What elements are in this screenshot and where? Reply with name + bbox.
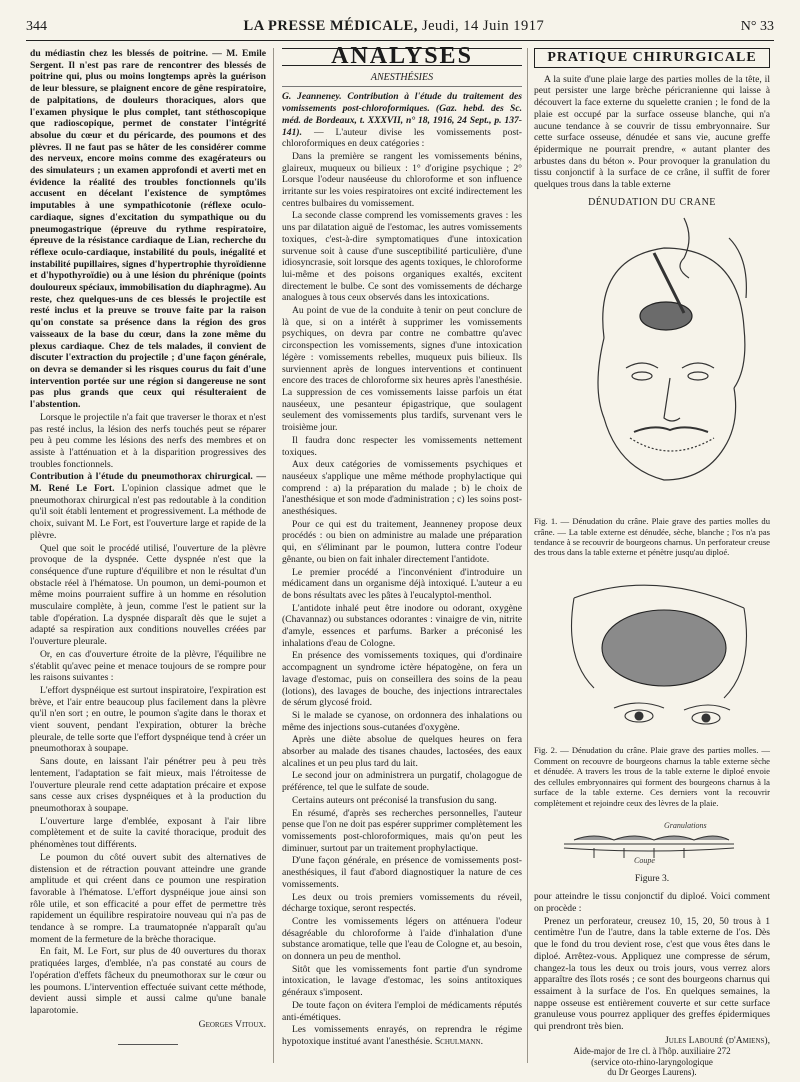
analysis-text: Contre les vomissements légers on atténuera l'odeur désagréable du chloroforme à l'aide d'inhalation d'une substance aromatique, telle que l'eau de Cologne et, au besoin, on donnera un peu de menthol.	[282, 915, 522, 963]
analysis-text: Certains auteurs ont préconisé la transfusion du sang.	[292, 794, 497, 806]
section-subtitle: ANESTHÉSIES	[282, 72, 522, 88]
analysis-text: Pour ce qui est du traitement, Jeanneney propose deux procédés : ou bien on administre au malade une préparation qui, en s'éliminant par le poumon, luttera contre l'odeur gênante, ou bien on fait inhaler directement l'antidote.	[282, 518, 522, 565]
analysis-text: Les vomissements enrayés, on reprendra le régime hypotoxique institué avant l'anesthésie. Schulmann.	[282, 1024, 522, 1047]
issue-date: Jeudi, 14 Juin 1917	[421, 18, 545, 34]
article-text: Or, en cas d'ouverture étroite de la plèvre, l'équilibre ne s'établit qu'avec peine et menace toujours de se rompre pour les raisons suivantes :	[30, 648, 266, 684]
analysis-text: D'une façon générale, en présence de vomissements post-anesthésiques, il faut d'abord diagnostiquer la nature de ces vomissements.	[282, 855, 522, 890]
page-number: 344	[26, 19, 47, 34]
analysis-text: En résumé, d'après ses recherches personnelles, l'auteur pense que l'on ne doit pas espérer supprimer complètement les vomissements post-chloroformiques, mais qu'on peut les diminuer, surtout par un traitement prophylactique.	[282, 807, 522, 854]
section-divider	[118, 1044, 178, 1045]
analysis-text: Les deux ou trois premiers vomissements du réveil, décharge toxique, seront respectés.	[282, 891, 522, 915]
issue-number: N° 33	[740, 19, 774, 34]
author-signature: Georges Vitoux.	[198, 1018, 266, 1030]
column-surgical-practice	[534, 48, 770, 1078]
author-affiliation	[534, 1046, 770, 1078]
analysis-text: Il faudra donc respecter les vomissements nettement toxiques.	[282, 434, 522, 458]
figure-3-cross-section	[534, 818, 770, 864]
analysis-text: La seconde classe comprend les vomissements graves : les uns par dilatation aiguë de l'estomac, les autres vomissements toxiques, c'est-à-dire symptomatiques d'une intoxication survenue soit à cause d'une susceptibilité particulière, d'une idiosyncrasie, soit lorsque des agents toxiques, le chloroforme lui-même et des poisons organiques exaltés, excitent directement le bulbe. Ce sont des vomissements de décharge analogues à tous ceux observés dans les intoxications.	[282, 210, 522, 304]
article-text: pour atteindre le tissu conjonctif du diploé. Voici comment on procède :	[534, 891, 770, 915]
section-title: ANALYSES	[282, 48, 522, 66]
analysis-text: Après une diète absolue de quelques heures on fera absorber au malade des tisanes chaudes, lactosées, des eaux alcalines et un peu plus tard du lait.	[282, 734, 522, 769]
article-intro: A la suite d'une plaie large des parties molles de la tête, il peut persister une large brèche péricranienne qui laisse à découvert la face externe du squelette cranien ; le fond de la plaie est occupé par la surface osseuse blanche, qui n'a aucune tendance à se couvrir de tissu embryonnaire. Sur cette surface osseuse, dénudée et sans vie, aucune greffe épidermique ne pourrait prendre, « autant planter des arbustes dans du béton ». Pour provoquer la granulation du tissu conjonctif à la surface de ce crâne, il suffit de forer quelques trous dans la table externe	[534, 73, 770, 191]
analysis-text: Au point de vue de la conduite à tenir on peut conclure de là que, si on a intérêt à supprimer les vomissements psychiques, on devra par contre ne combattre qu'avec circonspection les vomissements, signes d'une intoxication légère : vomissements rebelles, muqueux puis bilieux. Ils surviennent après de longues interventions et continuent encore des traces de chloroforme six heures après l'anesthésie. La suppression de ces vomissements laisse parfois un état nauséeux, une pesanteur épigastrique, que soulagent seulement des vomissements plus tardifs, survenant vers le troisième jour.	[282, 305, 522, 434]
section-title-box: PRATIQUE CHIRURGICALE	[534, 48, 770, 68]
analysis-text: De toute façon on évitera l'emploi de médicaments réputés anti-émétiques.	[282, 999, 522, 1023]
column-society-reports	[30, 48, 266, 1068]
analysis-text: Si le malade se cyanose, on ordonnera des inhalations ou même des injections sous-cutanées d'oxygène.	[282, 709, 522, 733]
article-heading-pneumothorax: Contribution à l'étude du pneumothorax chirurgical. — M. René Le Fort. L'opinion classique admet que le pneumothorax chirurgical n'est pas redoutable à la condition qu'il soit établi lentement et progressivement. La méthode de choix, suivant M. Le Fort, est l'ouverture large et rapide de la plèvre.	[30, 471, 266, 541]
affiliation-line: du Dr Georges Laurens).	[607, 1067, 697, 1078]
article-text: L'ouverture large d'emblée, exposant à l'air libre complètement et de suite la cavité thoracique, produit des phénomènes tout différents.	[30, 815, 266, 851]
figure-1-caption: Fig. 1. — Dénudation du crâne. Plaie grave des parties molles du crâne. — La table externe est dénudée, sèche, blanche ; l'os n'a pas tendance à se recouvrir de bourgeons charnus. Un perforateur creuse des trous dans la table externe et pénètre jusqu'au diploé.	[534, 516, 770, 558]
author-signature: Jules Labouré (d'Amiens),	[665, 1034, 770, 1046]
article-text: Quel que soit le procédé utilisé, l'ouverture de la plèvre provoque de la dyspnée. Cette dyspnée n'est que la conséquence d'une rupture d'équilibre et non le résultat d'un obstacle réel à l'hématose. Un poumon, un demi-poumon et même moins pourraient suffire à un homme en résolution musculaire complète, à jeun, comme l'est le patient sur la table d'opération. La dyspnée disparaît dès que le sujet a adapté sa respiration aux conditions nouvelles créées par l'ouverture pleurale.	[30, 542, 266, 648]
column-analyses	[282, 43, 522, 1068]
analysis-heading: G. Jeanneney. Contribution à l'étude du traitement des vomissements post-chloroformiques. (Gaz. hebd. des Sc. méd. de Bordeaux, t. XXXVII, n° 18, 1916, 24 Sept., p. 137-141). — L'auteur divise les vomissements post-chloroformiques en deux catégories :	[282, 91, 522, 150]
column-rule-left	[273, 48, 274, 1063]
figure-3-label-section: Coupe	[634, 855, 655, 865]
analysis-text: Aux deux catégories de vomissements psychiques et nauséeux s'applique une même méthode prophylactique qui comprend : a) la préparation du malade ; b) le choix de l'anesthésique et son mode d'administration ; c) les soins post-anesthésiques.	[282, 459, 522, 518]
affiliation-line: (service oto-rhino-laryngologique	[591, 1056, 713, 1067]
figure-2-caption: Fig. 2. — Dénudation du crâne. Plaie grave des parties molles. — Comment on recouvre de bourgeons charnus la table externe sèche et dénudée. A travers les trous de la table externe le diploé envoie des cellules embryonnaires qui forment des bourgeons charnus à la surface de la table externe. Ces derniers vont la recouvrir complètement et rejoindre ceux des lèvres de la plaie.	[534, 745, 770, 808]
analysis-text: Dans la première se rangent les vomissements bénins, glaireux, muqueux ou bilieux : 1° d'origine psychique ; 2° Lorsque l'odeur nauséeuse du chloroforme et son influence irritante sur les voies respiratoires ont excité indirectement les centres bulbaires du vomissement.	[282, 150, 522, 209]
affiliation-line: Aide-major de 1re cl. à l'hôp. auxiliaire 272	[573, 1046, 731, 1057]
analysis-text: Le premier procédé a l'inconvénient d'introduire un médicament dans un organisme déjà intoxiqué. L'auteur a eu de bons résultats avec les pâtes à l'eucalyptol-menthol.	[282, 566, 522, 601]
article-text: L'effort dyspnéique est surtout inspiratoire, l'expiration est brève, et l'air entre beaucoup plus facilement dans la plèvre qu'il n'en sort ; en outre, le poumon s'agite dans le thorax et vient souvent, pendant l'expiration, obturer la brèche pleurale, de telle sorte que l'effort dyspnéique tend à créer un pneumothorax à soupape.	[30, 684, 266, 755]
analysis-text: L'antidote inhalé peut être inodore ou odorant, oxygène (Chavannaz) ou substances odorantes : vinaigre de vin, nitrite d'amyle, essences et parfums. Barker a préconisé les inhalations d'eau de Cologne.	[282, 602, 522, 649]
page-header	[26, 18, 774, 41]
figure-3-caption: Figure 3.	[634, 873, 670, 884]
analysis-text: Sitôt que les vomissements font partie d'un syndrome intoxication, le lavage d'estomac, les soins antitoxiques généraux s'imposent.	[282, 963, 522, 999]
article-text: En fait, M. Le Fort, sur plus de 40 ouvertures du thorax pratiquées larges, d'emblée, n'a pas constaté au cours de l'opération d'effets fâcheux du pneumothorax sur le cœur ou les poumons. L'intervention effectuée suivant cette méthode, devient aussi simple et aussi calme qu'une banale laparotomie.	[30, 946, 266, 1016]
article-text: Prenez un perforateur, creusez 10, 15, 20, 50 trous à 1 centimètre l'un de l'autre, dans la table externe de l'os. Dès que le fond du trou devient rose, c'est que vous êtes dans le diploé. Arrêtez-vous. Appliquez une compresse de sérum, changez-la tous les deux ou trois jours, vous verrez alors apparaître des îlots rosés ; ce sont des bourgeons charnus qui essaiment à la surface de l'os. En quelques semaines, la nappe osseuse est entièrement couverte et sur cette surface granuleuse vous pourrez appliquer des greffes épidermiques qui prendront très bien.	[534, 915, 770, 1033]
article-text: Lorsque le projectile n'a fait que traverser le thorax et n'est pas resté inclus, la lésion des nerfs touchés peut se réparer peu à peu comme les lésions des nerfs des membres et on assiste à l'atténuation et à la disparition progressives des troubles fonctionnels.	[30, 411, 266, 470]
journal-name: LA PRESSE MÉDICALE,	[243, 18, 418, 34]
figure-1-illustration	[534, 218, 770, 506]
analysis-text: En présence des vomissements toxiques, qui d'ordinaire accompagnent un syndrome ictère hépatogène, on fera un lavage d'estomac, puis on conseillera des soins de la peau (lotions), des lavages de bouche, des injections intrarectales de sérum glycosé froid.	[282, 650, 522, 709]
subsection-title: DÉNUDATION DU CRANE	[588, 196, 716, 208]
article-text: Le poumon du côté ouvert subit des alternatives de distension et de rétraction pouvant atteindre une grande amplitude et qui créent dans ce poumon une respiration favorable à l'hématose. L'effort dyspnéique joue ainsi son rôle utile, et son efficacité a pour effet de permettre très rapidement un équilibre respiratoire nouveau qui n'a pas de tendance à se rompre. La traumatopnée n'apparaît qu'au moment de la fermeture de la brèche thoracique.	[30, 851, 266, 945]
figure-2-illustration	[534, 568, 770, 736]
column-rule-right	[527, 48, 528, 1063]
article-text: Sans doute, en laissant l'air pénétrer peu à peu très lentement, l'adaptation se fait mieux, mais l'étroitesse de l'ouverture pleurale rend cette adaptation précaire et expose sans cesse aux crises dyspnéiques et à la production du pneumothorax à soupape.	[30, 756, 266, 814]
article-text: du médiastin chez les blessés de poitrine. — M. Emile Sergent. Il n'est pas rare de rencontrer des blessés de poitrine qui, plus ou moins longtemps après la guérison de leur blessure, se plaignent encore de gêne respiratoire, de palpitations, de douleurs thoraciques, alors que l'examen physique le plus complet, tant stéthoscopique que radioscopique, permet de constater l'intégrité absolue du cœur et du péricarde, des poumons et des plèvres. Il ne faut pas se hâter de les considérer comme des nerveux, encore moins comme des exagérateurs ou des simulateurs ; un examen approfondi et averti met en évidence la réalité des troubles fonctionnels qu'ils accusent en décelant l'existence de symptômes imputables à une sympathicotonie (réflexe oculo-cardiaque, signes d'excitation du sympathique ou du pneumogastrique (épreuve du rythme respiratoire, épreuve de la résistance cardiaque de Lian, recherche du réflexe oculo-cardiaque, instabilité du pouls, inégalité et instabilité pupillaires, signes d'hypertrophie thyroïdienne et d'hypothyroïdie) ou à une lésion du phrénique (points douloureux spéciaux, immobilisation du diaphragme). Au reste, chez quelques-uns de ces blessés le projectile est resté inclus et la preuve se trouve faite par la raison qu'on constate sa présence dans la région des gros vaisseaux de la base du cœur, dans la zone même du plexus cardiaque. Chez de tels malades, il convient de discuter l'extraction du projectile ; d'une façon générale, on devra se demander si les risques courus du fait d'une intervention portée sur une région si dangereuse ne sont pas plus grands que ceux qui résulteraient de l'abstention.	[30, 48, 266, 411]
author-signature: Schulmann.	[434, 1035, 483, 1047]
figure-3-label-granulations: Granulations	[664, 820, 707, 830]
running-title	[244, 18, 545, 35]
analysis-text: Le second jour on administrera un purgatif, cholagogue de préférence, tel que le sulfate de soude.	[282, 770, 522, 794]
